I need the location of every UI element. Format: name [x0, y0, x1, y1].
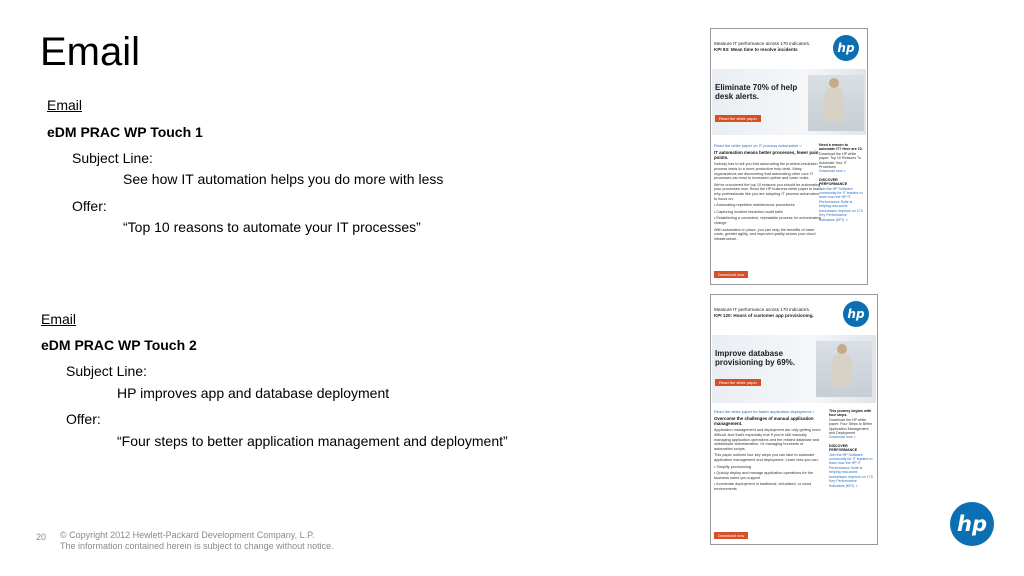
hp-logo-icon: hp	[833, 35, 859, 61]
section1-offer-label: Offer:	[72, 198, 107, 214]
thumb2-body	[714, 416, 822, 494]
thumb1-body2: We've uncovered the top 10 reasons you should be automating your processes now. Read the HP business white paper to learn why professionals like you are adopting IT process automation to focus on:	[714, 182, 822, 201]
section2-subject: HP improves app and database deployment	[117, 385, 390, 401]
thumb1-body	[714, 150, 822, 243]
thumb1-body3: With automation in place, you can reap the benefits of lower costs, greater agility, and improved quality across your cloud infrastructure.	[714, 227, 816, 241]
hp-corner-logo-icon: hp	[950, 502, 994, 546]
thumb1-download-button: Download now	[714, 271, 748, 278]
thumb2-head2: KPI 120: Hours of customer app provisioning.	[714, 312, 814, 318]
thumb1-side-link: Download now >	[819, 169, 846, 174]
thumb1-bullet3: • Establishing a consistent, repeatable process for orchestrating change	[714, 216, 822, 225]
section2-label: Email	[41, 311, 77, 327]
thumb2-sidebar	[829, 409, 873, 488]
section1-subject-label: Subject Line:	[72, 150, 153, 166]
thumb2-side-title: This journey begins with four steps.	[829, 409, 872, 418]
page-number: 20	[36, 532, 47, 542]
section1-offer: “Top 10 reasons to automate your IT processes”	[123, 219, 421, 235]
thumb2-download-button: Download now	[714, 532, 748, 539]
thumb2-body2: This paper outlines four key steps you can take to automate application management and deployment. Learn how you can:	[714, 453, 819, 462]
copyright-line: © Copyright 2012 Hewlett-Packard Development Company, L.P.	[60, 530, 315, 540]
section2-offer-label: Offer:	[66, 411, 101, 427]
thumb2-body1: Application management and deployment are only getting more difficult. And that's especially true if you're still manually managing application operations and the related database and middleware administration. Or managing hundreds of automation scripts.	[714, 428, 821, 451]
thumb2-link: Read the white paper for faster application deployment >	[714, 409, 815, 414]
section2-subject-label: Subject Line:	[66, 363, 147, 379]
person-figure	[832, 353, 852, 387]
thumb2-head1: Measure IT performance across 170 indicators.	[714, 307, 811, 312]
thumb2-side-title2: DISCOVER PERFORMANCE	[829, 443, 858, 453]
footer-copyright	[60, 530, 334, 552]
thumb1-headline: Eliminate 70% of help desk alerts.	[715, 83, 798, 101]
thumb1-head1: Measure IT performance across 170 indicators.	[714, 41, 811, 46]
thumb1-body1: Nobody has to tell you that automating the problem-resolution process leads to a more productive help desk. Many organizations are discovering that automating other core IT processes can lead to increased uptime and lower costs.	[714, 162, 818, 181]
thumb2-bullet3: • Accelerate deployment in traditional, virtualized, or cloud environments	[714, 482, 812, 491]
section2-offer: “Four steps to better application management and deployment”	[117, 433, 508, 449]
thumb1-link: Read the white paper on IT process automation >	[714, 143, 802, 148]
hp-logo-icon: hp	[843, 301, 869, 327]
thumb2-bullet2: • Quickly deploy and manage application operations for the business users you support	[714, 471, 814, 480]
section1-subject: See how IT automation helps you do more with less	[123, 171, 444, 187]
section1-label: Email	[47, 97, 83, 113]
thumb1-side-text: Download the HP white paper: Top 10 Reasons To Automate Your IT Processes	[819, 151, 861, 170]
thumb1-side-text2: Join the HP Software community for IT leaders to learn how the HP IT Performance Suite is helping real-world businesses improve on 170 Key Performance Indicators (KPI). >	[819, 186, 863, 222]
thumb2-side-text: Download the HP white paper: Four Steps to Better Application Management and Deployment	[829, 417, 873, 436]
section1-name: eDM PRAC WP Touch 1	[47, 124, 203, 140]
section2-name: eDM PRAC WP Touch 2	[41, 337, 197, 353]
thumb1-banner-image	[712, 69, 866, 135]
person-figure	[824, 87, 844, 121]
thumb1-bullet1: • Automating repetitive maintenance procedures	[714, 203, 795, 208]
thumb1-head2: KPI 93: Mean time to resolve incidents	[714, 46, 798, 52]
thumb2-read-button: Read the white paper	[715, 379, 761, 386]
thumb2-body-title: Overcome the challenges of manual application management.	[714, 416, 814, 427]
thumb2-side-text2: Join the HP Software community for IT leaders to learn how the HP IT Performance Suite is helping real-world businesses improve on 170 Key Performance Indicators (KPI). >	[829, 452, 873, 488]
notice-line: The information contained herein is subject to change without notice.	[60, 541, 334, 551]
thumb1-read-button: Read the white paper	[715, 115, 761, 122]
thumb1-header	[714, 41, 834, 52]
thumb2-banner-image	[712, 335, 876, 403]
thumb2-side-link: Download now >	[829, 435, 856, 440]
thumb1-sidebar	[819, 143, 863, 222]
thumb2-headline: Improve database provisioning by 69%.	[715, 349, 796, 367]
thumb2-header	[714, 307, 834, 318]
thumb1-body-title: IT automation means better processes, fewer pain points.	[714, 150, 819, 161]
slide-title: Email	[40, 30, 141, 74]
thumb2-bullet1: • Simplify provisioning	[714, 464, 751, 469]
thumb1-side-title2: DISCOVER PERFORMANCE	[819, 177, 848, 187]
thumb1-bullet2: • Capturing incident resolution audit trails	[714, 209, 783, 214]
thumb1-side-title: Need a reason to automate IT? Here are 10.	[819, 143, 863, 152]
email-thumbnail-touch2	[710, 294, 878, 545]
email-thumbnail-touch1	[710, 28, 868, 285]
